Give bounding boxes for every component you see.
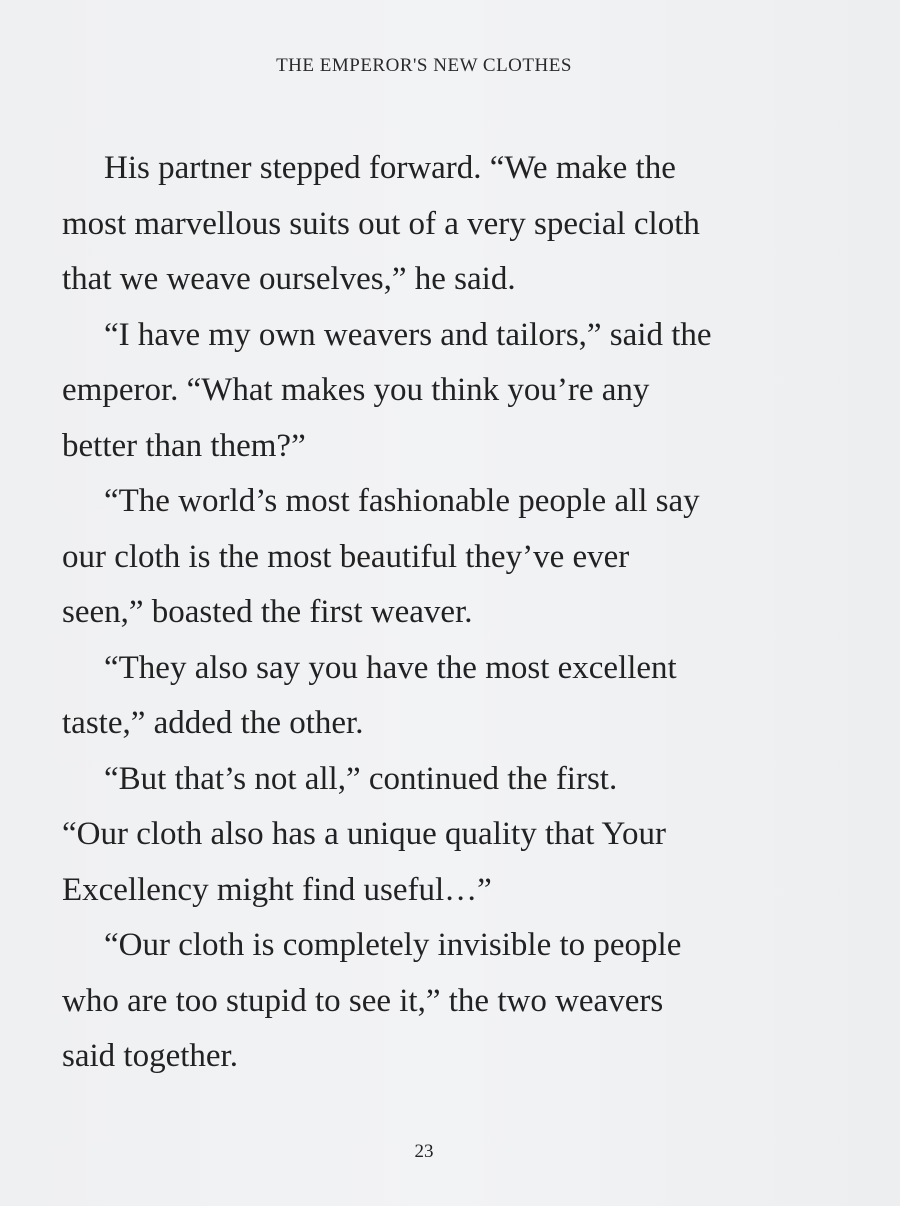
running-head: THE EMPEROR'S NEW CLOTHES xyxy=(276,55,572,76)
text-line: “They also say you have the most excellent xyxy=(104,649,677,686)
text-line: “Our cloth also has a unique quality that Your xyxy=(62,816,666,852)
text-line: seen,” boasted the first weaver. xyxy=(62,594,473,630)
text-line: “I have my own weavers and tailors,” said the xyxy=(104,316,712,353)
text-line: “But that’s not all,” continued the first. xyxy=(104,760,618,797)
text-line: “Our cloth is completely invisible to people xyxy=(104,927,682,963)
text-line: who are too stupid to see it,” the two weavers xyxy=(62,982,664,1019)
text-line: better than them?” xyxy=(62,427,306,464)
paragraph xyxy=(62,474,792,641)
text-line: most marvellous suits out of a very special cloth xyxy=(62,205,700,242)
page-number: 23 xyxy=(414,1141,434,1162)
paragraph xyxy=(62,918,792,1085)
text-line: “The world’s most fashionable people all say xyxy=(104,483,700,519)
text-line: emperor. “What makes you think you’re any xyxy=(62,372,650,408)
text-line: taste,” added the other. xyxy=(62,705,364,741)
body-text xyxy=(62,141,792,1085)
paragraph xyxy=(62,308,792,475)
text-line: our cloth is the most beautiful they’ve ever xyxy=(62,538,630,575)
text-line: Excellency might find useful…” xyxy=(62,871,492,908)
text-line: that we weave ourselves,” he said. xyxy=(62,261,516,297)
text-line: His partner stepped forward. “We make the xyxy=(104,150,676,186)
paragraph xyxy=(62,141,792,308)
paragraph xyxy=(62,641,792,752)
text-line: said together. xyxy=(62,1038,238,1074)
paragraph xyxy=(62,752,792,919)
